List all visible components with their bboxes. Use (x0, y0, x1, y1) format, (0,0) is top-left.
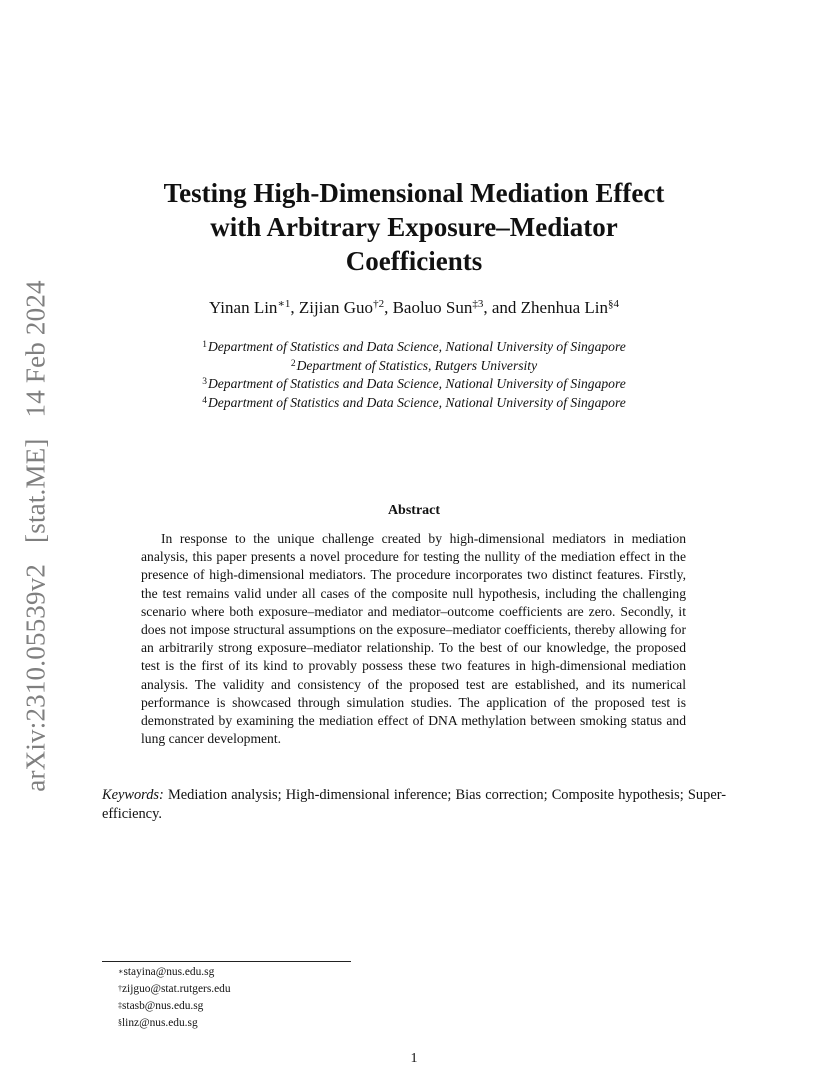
footnote-mark: ‡ (118, 1001, 122, 1010)
author-name: Baoluo Sun (392, 298, 473, 317)
affiliation-number: 2 (290, 358, 296, 369)
affiliation-1 (100, 338, 728, 357)
affiliation-2 (100, 357, 728, 376)
arxiv-identifier-stamp (21, 280, 52, 791)
title-line-1: Testing High-Dimensional Mediation Effect (163, 178, 665, 208)
keywords-text: Mediation analysis; High-dimensional inference; Bias correction; Composite hypothesis; Super-efficiency. (102, 787, 726, 822)
footnote-email-1 (118, 964, 231, 981)
affiliation-number: 1 (202, 340, 207, 350)
author-separator: , (384, 298, 393, 317)
footnote-text: zijguo@stat.rutgers.edu (122, 983, 231, 995)
footnote-divider (102, 961, 351, 962)
paper-title (100, 176, 728, 278)
arxiv-category: [stat.ME] (20, 438, 51, 543)
footnote-mark: § (118, 1018, 122, 1027)
author-name: Zhenhua Lin (520, 298, 609, 317)
author-name: Yinan Lin (208, 298, 278, 317)
title-line-2: with Arbitrary Exposure–Mediator (210, 212, 618, 242)
page-number: 1 (410, 1051, 418, 1066)
author-1 (209, 298, 290, 317)
affiliation-text: Department of Statistics, Rutgers University (296, 357, 538, 373)
author-4 (521, 298, 619, 317)
abstract-heading: Abstract (387, 503, 441, 518)
arxiv-id: arXiv:2310.05539v2 (20, 563, 51, 792)
affiliation-number: 3 (202, 377, 207, 387)
author-mark: ∗1 (277, 298, 291, 310)
footnote-text: linz@nus.edu.sg (122, 1017, 198, 1029)
affiliation-text: Department of Statistics and Data Science, National University of Singapore (207, 339, 626, 354)
footnote-text: stayina@nus.edu.sg (123, 966, 215, 978)
affiliation-text: Department of Statistics and Data Science, National University of Singapore (207, 394, 626, 410)
author-separator: , and (483, 298, 521, 317)
keywords-section (102, 786, 726, 824)
footnote-email-2 (118, 981, 231, 998)
author-mark: §4 (608, 298, 620, 310)
author-mark: ‡3 (472, 298, 484, 310)
footnote-email-4 (118, 1015, 231, 1032)
affiliation-list (100, 338, 728, 412)
footnote-mark: ∗ (118, 967, 124, 976)
footnote-list (118, 964, 231, 1032)
author-name: Zijian Guo (298, 298, 374, 317)
author-separator: , (290, 298, 299, 317)
affiliation-3 (100, 375, 728, 394)
footnote-text: stasb@nus.edu.sg (122, 1000, 204, 1012)
affiliation-text: Department of Statistics and Data Science, National University of Singapore (207, 376, 626, 391)
footnote-email-3 (118, 998, 231, 1015)
author-list (100, 297, 728, 319)
footnote-mark: † (118, 984, 122, 993)
keywords-label: Keywords: (102, 787, 164, 803)
affiliation-4 (100, 394, 728, 413)
author-mark: †2 (373, 298, 385, 310)
affiliation-number: 4 (202, 395, 207, 406)
abstract-body: In response to the unique challenge created by high-dimensional mediators in mediation analysis, this paper presents a novel procedure for testing the nullity of the mediation effect in the presence of high-dimensional mediators. The procedure incorporates two distinct features. Firstly, the test remains valid under all cases of the composite null hypothesis, including the challenging scenario where both exposure–mediator and mediator–outcome coefficients are zero. Secondly, it does not impose structural assumptions on the exposure–mediator coefficients, thereby allowing for an arbitrarily strong exposure–mediator relationship. To the best of our knowledge, the proposed test is the first of its kind to provably possess these two features in high-dimensional mediation analysis. The validity and consistency of the proposed test are established, and its numerical performance is showcased through simulation studies. The application of the proposed test is demonstrated by examining the mediation effect of DNA methylation between smoking status and lung cancer development. (141, 531, 686, 747)
title-line-3: Coefficients (345, 246, 483, 276)
author-2 (299, 298, 384, 317)
arxiv-date: 14 Feb 2024 (20, 280, 51, 418)
author-3 (393, 298, 484, 317)
